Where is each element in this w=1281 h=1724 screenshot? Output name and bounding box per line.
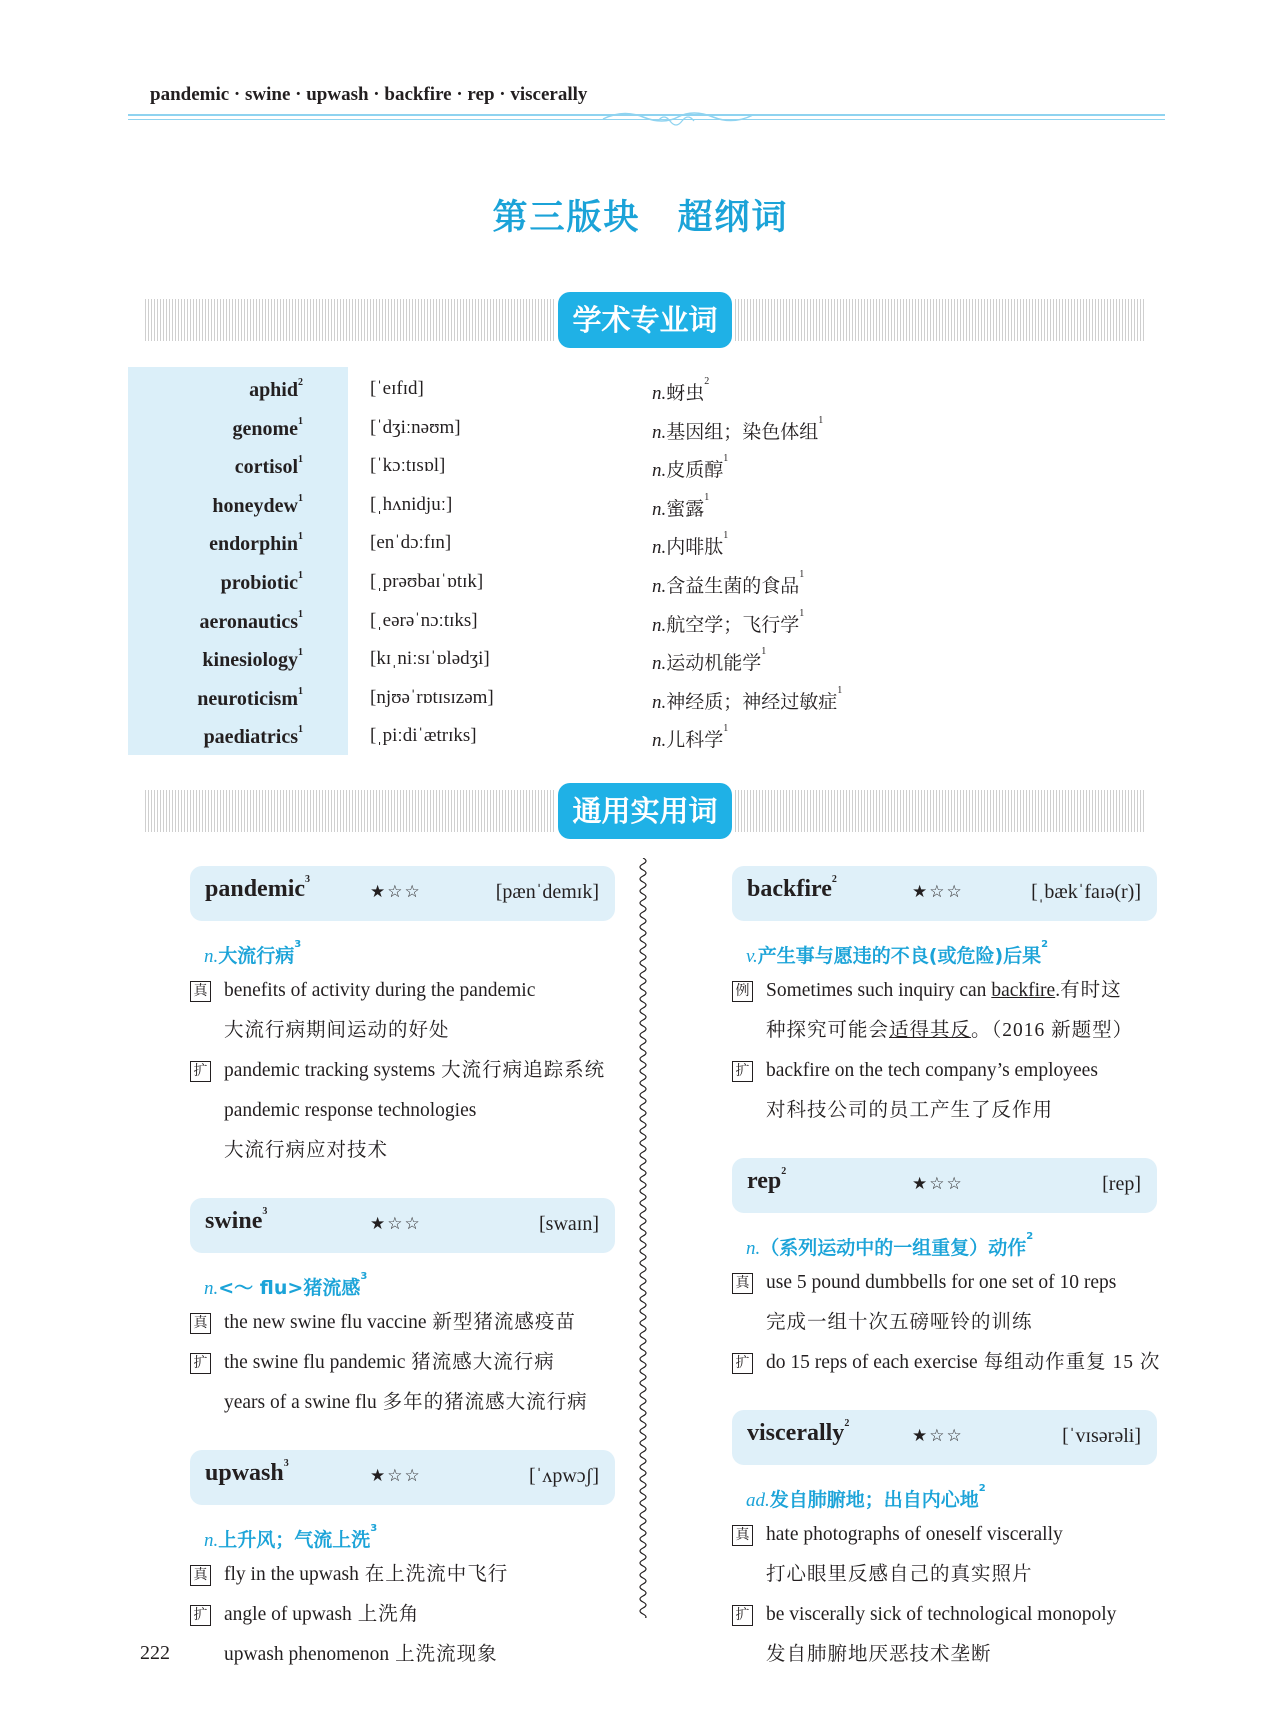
- example-en: .: [1055, 980, 1061, 1001]
- phonetic: [ˌhʌnidjuː]: [370, 493, 453, 515]
- example-zh: 猪流感大流行病: [405, 1352, 555, 1373]
- word-card: [190, 1450, 615, 1505]
- part-of-speech: n.: [652, 614, 667, 636]
- part-of-speech: n.: [204, 1278, 219, 1299]
- example-line: [190, 1598, 630, 1632]
- part-of-speech: v.: [746, 946, 758, 967]
- frequency-mark: 2: [298, 377, 303, 388]
- phonetic: [kɪˌniːsɪˈɒlədʒi]: [370, 648, 490, 670]
- frequency-mark: 3: [262, 1206, 268, 1217]
- extension-tag: 扩: [190, 1605, 211, 1626]
- academic-word-row: [128, 410, 1228, 448]
- phonetic: [njʊəˈrɒtɪsɪzəm]: [370, 686, 494, 708]
- academic-word-row: [128, 718, 1228, 756]
- part-of-speech: n.: [652, 576, 667, 597]
- part-of-speech: n.: [746, 1238, 761, 1259]
- real-exam-tag: 真: [732, 1525, 753, 1546]
- phonetic: [ˌprəʊbaɪˈɒtɪk]: [370, 571, 484, 592]
- example-en: years of a swine flu: [224, 1392, 377, 1413]
- part-of-speech: ad.: [746, 1490, 770, 1511]
- vocab-entry: [732, 1158, 1172, 1380]
- definition: ad.发自肺腑地；出自内心地$^2$: [746, 1483, 986, 1511]
- example-zh: 上洗流现象: [389, 1644, 498, 1665]
- headword: rep$^2$: [747, 1166, 787, 1194]
- example-zh: 新型猪流感疫苗: [426, 1312, 576, 1333]
- example-en: benefits of activity during the pandemic: [224, 980, 536, 1001]
- example-line: [190, 1094, 630, 1128]
- difficulty-stars: ★☆☆: [370, 1214, 422, 1234]
- part-of-speech: n.: [204, 946, 219, 967]
- real-exam-tag: 真: [732, 1273, 753, 1294]
- phonetic: [swaɪn]: [539, 1213, 599, 1235]
- phonetic: [enˈdɔːfɪn]: [370, 532, 452, 554]
- frequency-mark: 2: [844, 1418, 850, 1429]
- academic-word: neuroticism$^1$: [197, 685, 303, 710]
- definition: n.皮质醇$^1$: [652, 453, 729, 482]
- example-en: upwash phenomenon: [224, 1644, 390, 1665]
- definition: n.航空学；飞行学$^1$: [652, 607, 805, 636]
- part-of-speech: n.: [652, 537, 667, 559]
- page-number: 222: [140, 1642, 170, 1664]
- example-zh: 。（2016 新题型）: [971, 1020, 1134, 1041]
- example-en: Sometimes such inquiry can: [766, 980, 992, 1001]
- word-card: [732, 1410, 1157, 1465]
- highlight-word: 适得其反: [889, 1020, 972, 1041]
- frequency-mark: 1: [799, 607, 805, 619]
- frequency-mark: 3: [294, 939, 302, 950]
- difficulty-stars: ★☆☆: [912, 1174, 964, 1194]
- phonetic: [ˈkɔːtɪsɒl]: [370, 455, 446, 477]
- example-en: pandemic tracking systems: [224, 1060, 436, 1081]
- example-line: [732, 1266, 1172, 1300]
- section-title-academic: 学术专业词: [558, 292, 732, 348]
- frequency-mark: 2: [978, 1483, 986, 1494]
- word-card: [190, 1198, 615, 1253]
- part-of-speech: n.: [652, 383, 667, 404]
- highlight-word: backfire: [991, 980, 1056, 1001]
- extension-tag: 扩: [190, 1353, 211, 1374]
- definition: n.运动机能学$^1$: [652, 646, 767, 675]
- example-line: [732, 974, 1172, 1008]
- vocab-entry: [190, 1198, 630, 1420]
- academic-word: honeydew$^1$: [212, 492, 303, 517]
- right-column: [732, 866, 1172, 1702]
- headword: swine$^3$: [205, 1206, 268, 1234]
- definition: n.儿科学$^1$: [652, 723, 729, 752]
- section-title-general: 通用实用词: [558, 783, 732, 839]
- example-zh: 完成一组十次五磅哑铃的训练: [766, 1312, 1033, 1333]
- real-exam-tag: 真: [190, 981, 211, 1002]
- academic-word-row: [128, 525, 1228, 563]
- academic-word-row: [128, 564, 1228, 602]
- left-column: [190, 866, 630, 1702]
- ornament-icon: [598, 107, 758, 127]
- part-of-speech: n.: [652, 421, 667, 443]
- word-card: [732, 1158, 1157, 1213]
- section-banner-academic: [145, 297, 1145, 343]
- example-zh: 种探究可能会: [766, 1020, 890, 1041]
- extension-tag: 扩: [190, 1061, 211, 1082]
- vocab-entry: [732, 1410, 1172, 1672]
- example-line: [190, 974, 630, 1008]
- phonetic: [rep]: [1102, 1173, 1141, 1195]
- frequency-mark: 1: [818, 414, 824, 426]
- example-zh: 大流行病期间运动的好处: [224, 1020, 450, 1041]
- definition: n.（系列运动中的一组重复）动作$^2$: [746, 1231, 1034, 1259]
- example-line: [732, 1346, 1172, 1380]
- example-line: [732, 1014, 1172, 1048]
- example-line: [732, 1518, 1172, 1552]
- example-line: [732, 1638, 1172, 1672]
- example-zh: 上洗角: [351, 1604, 420, 1625]
- academic-word-row: [128, 487, 1228, 525]
- example-zh: 有时这: [1060, 980, 1122, 1001]
- definition: n.含益生菌的食品$^1$: [652, 569, 805, 597]
- definition: n.大流行病$^3$: [204, 939, 302, 967]
- frequency-mark: 1: [298, 608, 303, 620]
- difficulty-stars: ★☆☆: [912, 882, 964, 902]
- example-line: [732, 1094, 1172, 1128]
- example-en: use 5 pound dumbbells for one set of 10 reps: [766, 1272, 1117, 1293]
- real-exam-tag: 真: [190, 1565, 211, 1586]
- example-en: backfire on the tech company’s employees: [766, 1060, 1098, 1081]
- example-en: angle of upwash: [224, 1604, 352, 1625]
- example-line: [732, 1558, 1172, 1592]
- example-en: be viscerally sick of technological monopoly: [766, 1604, 1117, 1625]
- example-zh: 大流行病应对技术: [224, 1140, 389, 1161]
- phonetic: [ˌbækˈfaɪə(r)]: [1031, 881, 1141, 903]
- example-line: [190, 1306, 630, 1340]
- frequency-mark: 3: [360, 1271, 368, 1282]
- example-en: the swine flu pandemic: [224, 1352, 406, 1373]
- frequency-mark: 2: [831, 874, 837, 885]
- vocab-entry: [190, 866, 630, 1168]
- frequency-mark: 2: [781, 1166, 787, 1177]
- column-divider: [636, 858, 650, 1618]
- extension-tag: 扩: [732, 1605, 753, 1626]
- academic-word: genome$^1$: [232, 415, 303, 440]
- frequency-mark: 1: [298, 454, 303, 466]
- headword: pandemic$^3$: [205, 874, 311, 902]
- phonetic: [ˌpiːdiˈætrɪks]: [370, 725, 477, 747]
- academic-word: probiotic$^1$: [220, 570, 303, 594]
- frequency-mark: 3: [370, 1523, 378, 1534]
- phonetic: [pænˈdemɪk]: [495, 881, 599, 903]
- example-line: [190, 1014, 630, 1048]
- difficulty-stars: ★☆☆: [370, 1466, 422, 1486]
- example-zh: 发自肺腑地厌恶技术垄断: [766, 1644, 992, 1665]
- academic-word-row: [128, 680, 1228, 718]
- definition: n.蚜虫$^2$: [652, 376, 710, 404]
- phonetic: [ˈvɪsərəli]: [1062, 1425, 1141, 1447]
- frequency-mark: 1: [837, 684, 843, 696]
- frequency-mark: 3: [305, 874, 311, 885]
- example-en: do 15 reps of each exercise: [766, 1352, 978, 1373]
- definition: n.<～ flu>猪流感$^3$: [204, 1271, 368, 1299]
- frequency-mark: 1: [298, 531, 303, 543]
- headword: backfire$^2$: [747, 874, 837, 902]
- example-line: [190, 1638, 630, 1672]
- example-line: [190, 1558, 630, 1592]
- example-line: [190, 1386, 630, 1420]
- section-banner-general: [145, 788, 1145, 834]
- example-zh: 打心眼里反感自己的真实照片: [766, 1564, 1033, 1585]
- example-line: [732, 1306, 1172, 1340]
- part-of-speech: n.: [204, 1530, 219, 1551]
- phonetic: [ˈʌpwɔʃ]: [529, 1465, 599, 1487]
- frequency-mark: 2: [1026, 1231, 1034, 1242]
- extension-tag: 扩: [732, 1353, 753, 1374]
- part-of-speech: n.: [652, 498, 667, 520]
- academic-word: aeronautics$^1$: [199, 608, 303, 633]
- example-zh: 对科技公司的员工产生了反作用: [766, 1100, 1054, 1121]
- frequency-mark: 1: [723, 453, 729, 465]
- academic-word: kinesiology$^1$: [202, 647, 303, 672]
- example-line: [190, 1134, 630, 1168]
- example-zh: 在上洗流中飞行: [358, 1564, 509, 1585]
- example-en: the new swine flu vaccine: [224, 1312, 427, 1333]
- part-of-speech: n.: [652, 653, 667, 675]
- academic-word-row: [128, 371, 1228, 409]
- word-card: [732, 866, 1157, 921]
- header-rule: [128, 114, 1165, 122]
- academic-word: cortisol$^1$: [234, 454, 303, 479]
- frequency-mark: 1: [298, 685, 303, 697]
- academic-word-row: [128, 641, 1228, 679]
- headword: viscerally$^2$: [747, 1418, 850, 1446]
- frequency-mark: 1: [298, 492, 303, 504]
- academic-word: endorphin$^1$: [209, 531, 303, 556]
- academic-word: aphid$^2$: [249, 377, 303, 401]
- frequency-mark: 1: [799, 569, 805, 580]
- example-line: [190, 1054, 630, 1088]
- frequency-mark: 1: [298, 570, 303, 581]
- example-tag: 例: [732, 981, 753, 1002]
- page-title: 第三版块 超纲词: [492, 198, 789, 238]
- phonetic: [ˈdʒiːnəʊm]: [370, 416, 461, 438]
- frequency-mark: 2: [1041, 939, 1049, 950]
- example-line: [732, 1054, 1172, 1088]
- phonetic: [ˌeərəˈnɔːtɪks]: [370, 609, 478, 631]
- frequency-mark: 3: [283, 1458, 289, 1469]
- vocab-entry: [732, 866, 1172, 1128]
- definition: n.蜜露$^1$: [652, 491, 710, 520]
- frequency-mark: 1: [723, 723, 729, 735]
- example-line: [190, 1346, 630, 1380]
- academic-word-row: [128, 448, 1228, 486]
- frequency-mark: 1: [704, 491, 710, 503]
- example-zh: 每组动作重复 15 次: [977, 1352, 1161, 1373]
- definition: v.产生事与愿违的不良(或危险)后果$^2$: [746, 939, 1049, 967]
- frequency-mark: 1: [298, 724, 303, 736]
- headword: upwash$^3$: [205, 1458, 289, 1486]
- real-exam-tag: 真: [190, 1313, 211, 1334]
- difficulty-stars: ★☆☆: [370, 882, 422, 902]
- example-en: fly in the upwash: [224, 1564, 359, 1585]
- part-of-speech: n.: [652, 691, 667, 713]
- difficulty-stars: ★☆☆: [912, 1426, 964, 1446]
- word-card: [190, 866, 615, 921]
- example-en: hate photographs of oneself viscerally: [766, 1524, 1063, 1545]
- frequency-mark: 2: [704, 376, 710, 387]
- definition: n.上升风；气流上洗$^3$: [204, 1523, 378, 1551]
- example-line: [732, 1598, 1172, 1632]
- frequency-mark: 1: [298, 415, 303, 427]
- phonetic: [ˈeɪfɪd]: [370, 378, 424, 399]
- frequency-mark: 1: [298, 647, 303, 659]
- definition: n.内啡肽$^1$: [652, 530, 729, 559]
- part-of-speech: n.: [652, 460, 667, 482]
- example-en: pandemic response technologies: [224, 1100, 477, 1121]
- example-zh: 多年的猪流感大流行病: [376, 1392, 588, 1413]
- definition: n.神经质；神经过敏症$^1$: [652, 684, 843, 713]
- frequency-mark: 1: [761, 646, 767, 658]
- extension-tag: 扩: [732, 1061, 753, 1082]
- vocab-entry: [190, 1450, 630, 1672]
- academic-word-row: [128, 603, 1228, 641]
- part-of-speech: n.: [652, 730, 667, 752]
- running-header: pandemic · swine · upwash · backfire · rep · viscerally: [150, 84, 588, 105]
- academic-word: paediatrics$^1$: [203, 724, 303, 749]
- frequency-mark: 1: [723, 530, 729, 542]
- definition: n.基因组；染色体组$^1$: [652, 414, 824, 443]
- example-zh: 大流行病追踪系统: [435, 1060, 606, 1081]
